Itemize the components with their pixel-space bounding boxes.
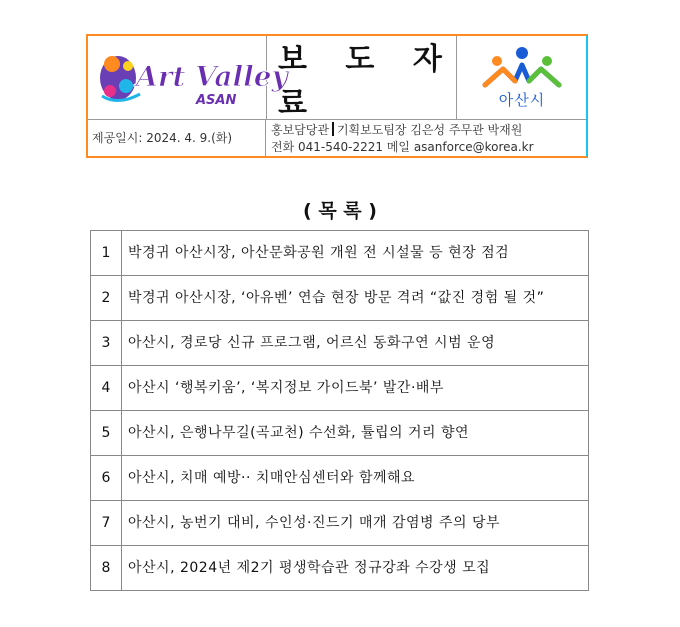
toc-row [91, 366, 589, 411]
header-top-row [88, 36, 586, 120]
toc-title: ( 목 록 ) [303, 200, 377, 222]
toc-number: 6 [91, 456, 122, 501]
department-name: 홍보담당관 [271, 123, 329, 137]
toc-number: 5 [91, 411, 122, 456]
art-valley-logo-graphic [88, 36, 288, 119]
toc-number: 1 [91, 231, 122, 276]
toc-row [91, 456, 589, 501]
contact-line-phone-email: 전화 041-540-2221 메일 asanforce@korea.kr [271, 140, 534, 154]
toc-row [91, 276, 589, 321]
toc-number: 7 [91, 501, 122, 546]
toc-item-text: 아산시, 2024년 제2기 평생학습관 정규강좌 수강생 모집 [122, 546, 589, 591]
press-release-title: 보 도 자 료 [278, 41, 456, 121]
press-release-title-cell [266, 36, 457, 119]
toc-item-text: 박경귀 아산시장, ‘아유벤’ 연습 현장 방문 격려 “값진 경험 될 것” [122, 276, 589, 321]
press-release-header [86, 34, 588, 158]
art-valley-logo [88, 36, 288, 119]
toc-item-text: 아산시 ‘행복키움’, ‘복지정보 가이드북’ 발간·배부 [122, 366, 589, 411]
toc-number: 4 [91, 366, 122, 411]
toc-row [91, 411, 589, 456]
toc-item-text: 박경귀 아산시장, 아산문화공원 개원 전 시설물 등 현장 점검 [122, 231, 589, 276]
asan-city-emblem-icon [477, 45, 567, 91]
toc-table [90, 230, 589, 591]
asan-city-logo [456, 36, 588, 119]
city-name-label: 아산시 [498, 91, 546, 109]
toc-row [91, 546, 589, 591]
contact-divider [332, 122, 334, 136]
toc-number: 3 [91, 321, 122, 366]
toc-number: 2 [91, 276, 122, 321]
toc-number: 8 [91, 546, 122, 591]
release-date: 제공일시: 2024. 4. 9.(화) [88, 119, 266, 156]
toc-row [91, 231, 589, 276]
toc-item-text: 아산시, 치매 예방·· 치매안심센터와 함께해요 [122, 456, 589, 501]
toc-item-text: 아산시, 농번기 대비, 수인성·진드기 매개 감염병 주의 당부 [122, 501, 589, 546]
contact-line-department [271, 121, 522, 138]
header-bottom-row [88, 119, 586, 156]
toc-item-text: 아산시, 은행나무길(곡교천) 수선화, 튤립의 거리 향연 [122, 411, 589, 456]
logo-art-valley-text: Art Valley [136, 60, 288, 93]
toc-row [91, 501, 589, 546]
contact-info [266, 119, 592, 156]
logo-asan-text: ASAN [196, 93, 237, 108]
toc-row [91, 321, 589, 366]
toc-item-text: 아산시, 경로당 신규 프로그램, 어르신 동화구연 시범 운영 [122, 321, 589, 366]
contact-persons: 기획보도팀장 김은성 주무관 박재원 [336, 123, 523, 137]
